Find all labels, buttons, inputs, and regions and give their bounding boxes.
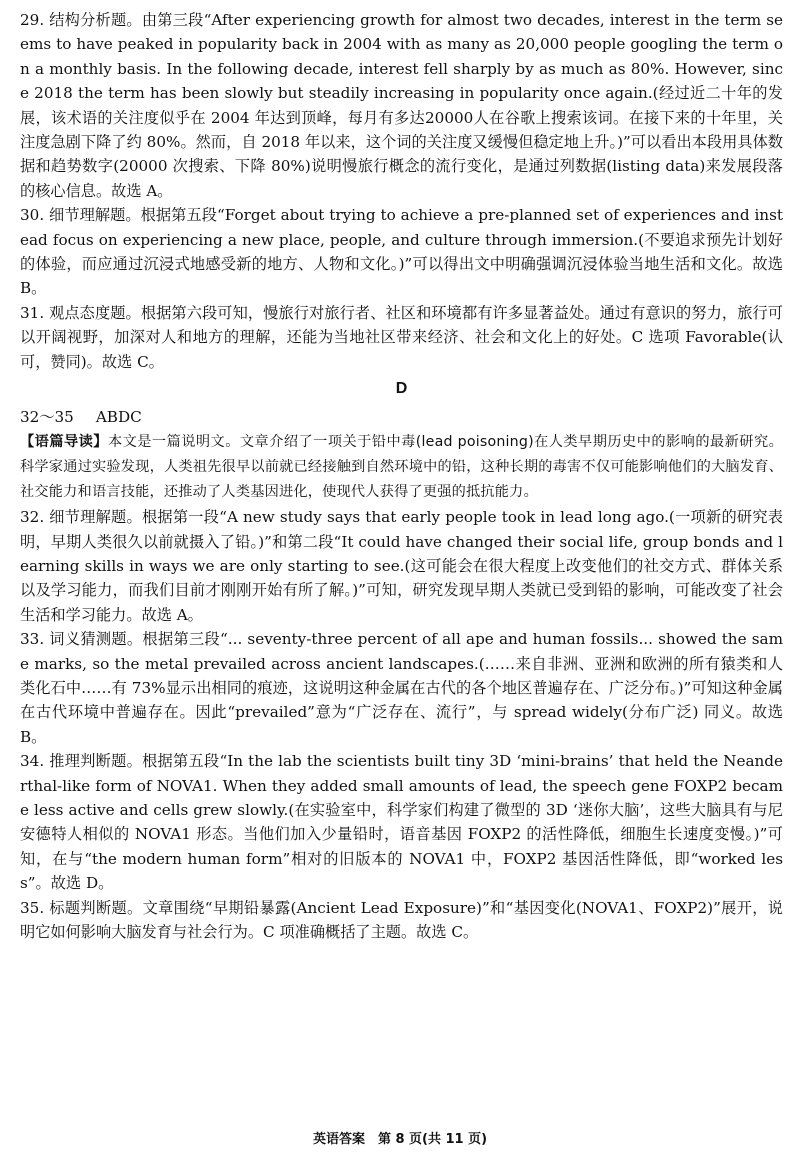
answer-range: 32～35 — [20, 408, 74, 427]
answer-item-31: 31. 观点态度题。根据第六段可知，慢旅行对旅行者、社区和环境都有许多显著益处。通过有意识的努力，旅行可以开阔视野，加深对人和地方的理解，还能为当地社区带来经济、社会和文化上的好处。C 选项 Favorable(认可，赞同)。故选 C。 — [20, 303, 783, 371]
reading-guide — [20, 430, 783, 505]
answer-item-35: 35. 标题判断题。文章围绕“早期铅暴露(Ancient Lead Exposure)”和“基因变化(NOVA1、FOXP2)”展开，说明它如何影响大脑发育与社会行为。C 项准确概括了主题。故选 C。 — [20, 898, 783, 941]
section-heading-d: D — [395, 380, 408, 398]
answer-letters: ABDC — [95, 408, 142, 427]
answer-item-34: 34. 推理判断题。根据第五段“In the lab the scientists built tiny 3D ‘mini-brains’ that held the Neanderthal-like form of NOVA1. When they added small amounts of lead, the speech gene FOXP2 became less active and cells grew slowly.(在实验室中，科学家们构建了微型的 3D ‘迷你大脑’，这些大脑具有与尼安德特人相似的 NOVA1 形态。当他们加入少量铅时，语音基因 FOXP2 的活性降低，细胞生长速度变慢。)”可知，在与“the modern human form”相对的旧版本的 NOVA1 中，FOXP2 基因活性降低，即“worked less”。故选 D。 — [20, 752, 783, 893]
answer-key-32-35 — [20, 404, 783, 430]
answer-item-32: 32. 细节理解题。根据第一段“A new study says that early people took in lead long ago.(一项新的研究表明，早期人类很久以前就摄入了铅。)”和第二段“It could have changed their social life, group bonds and learning skills in ways we are only starting to see.(这可能会在很大程度上改变他们的社交方式、群体关系以及学习能力，而我们目前才刚刚开始有所了解。)”可知，研究发现早期人类就已受到铅的影响，可能改变了社会生活和学习能力。故选 A。 — [20, 508, 783, 624]
answer-item-33: 33. 词义猜测题。根据第三段“... seventy-three percent of all ape and human fossils... showed the same marks, so the metal prevailed across ancient landscapes.(……来自非洲、亚洲和欧洲的所有猿类和人类化石中……有 73%显示出相同的痕迹，这说明这种金属在古代的各个地区普遍存在、广泛分布。)”可知这种金属在古代环境中普遍存在。因此“prevailed”意为“广泛存在、流行”，与 spread widely(分布广泛) 同义。故选 B。 — [20, 630, 783, 746]
page-footer: 英语答案 第 8 页(共 11 页) — [312, 1132, 488, 1147]
reading-guide-tag: 【语篇导读】 — [20, 434, 108, 451]
answer-item-29: 29. 结构分析题。由第三段“After experiencing growth for almost two decades, interest in the term seems to have peaked in popularity back in 2004 with as many as 20,000 people googling the term on a monthly basis. In the following decade, interest fell sharply by as much as 80%. However, since 2018 the term has been slowly but steadily increasing in popularity once again.(经过近二十年的发展，该术语的关注度似乎在 2004 年达到顶峰，每月有多达20000人在谷歌上搜索该词。在接下来的十年里，关注度急剧下降了约 80%。然而，自 2018 年以来，这个词的关注度又缓慢但稳定地上升。)”可以看出本段用具体数据和趋势数字(20000 次搜索、下降 80%)说明慢旅行概念的流行变化，是通过列数据(listing data)来发展段落的核心信息。故选 A。 — [20, 11, 783, 200]
answer-item-30: 30. 细节理解题。根据第五段“Forget about trying to achieve a pre-planned set of experiences and instead focus on experiencing a new place, people, and culture through immersion.(不要追求预先计划好的体验，而应通过沉浸式地感受新的地方、人物和文化。)”可以得出文中明确强调沉浸体验当地生活和文化。故选 B。 — [20, 206, 783, 298]
answer-page — [20, 8, 783, 944]
reading-guide-text: 本文是一篇说明文。文章介绍了一项关于铅中毒(lead poisoning)在人类早期历史中的影响的最新研究。科学家通过实验发现，人类祖先很早以前就已经接触到自然环境中的铅，这种长期的毒害不仅可能影响他们的大脑发育、社交能力和语言技能，还推动了人类基因进化，使现代人获得了更强的抵抗能力。 — [20, 434, 783, 501]
